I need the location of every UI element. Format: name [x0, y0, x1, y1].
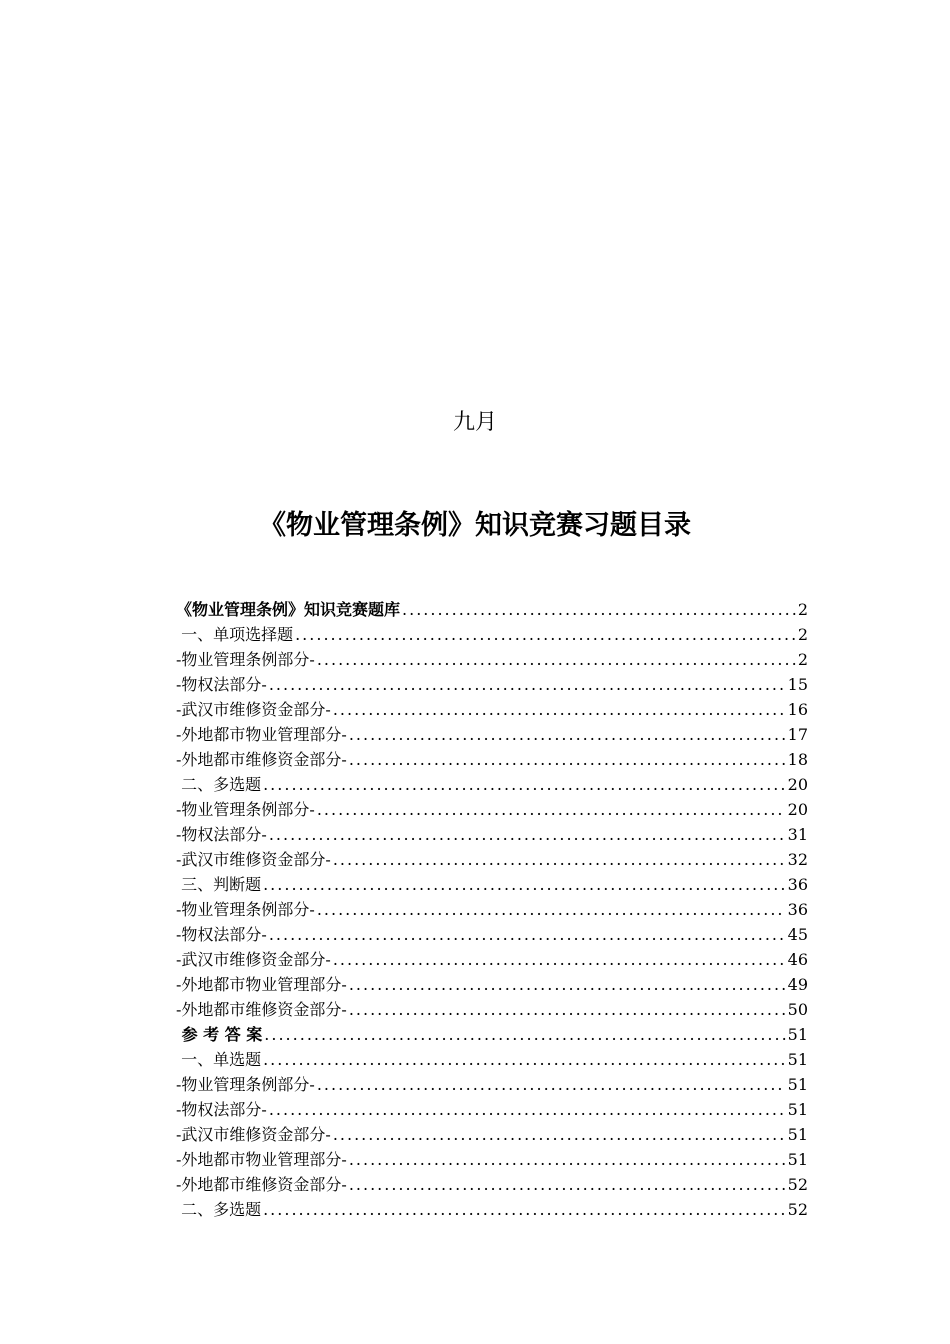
toc-dot-leader	[349, 997, 786, 1022]
toc-entry-label: -外地都市物业管理部分-	[176, 725, 347, 744]
toc-entry-page-number: 51	[787, 1125, 808, 1144]
toc-dot-leader	[317, 1072, 786, 1097]
page-title: 《物业管理条例》知识竞赛习题目录	[259, 510, 691, 541]
toc-dot-leader	[264, 1022, 785, 1047]
toc-dot-leader	[269, 922, 786, 947]
toc-entry[interactable]	[176, 822, 808, 847]
toc-entry[interactable]	[176, 922, 808, 947]
toc-dot-leader	[333, 847, 786, 872]
toc-dot-leader	[269, 672, 786, 697]
toc-entry-page-number: 15	[787, 675, 808, 694]
toc-entry[interactable]	[176, 1072, 808, 1097]
toc-entry-label: 三、判断题	[176, 875, 262, 894]
toc-entry-label: 一、单选题	[176, 1050, 262, 1069]
toc-entry-label: 一、单项选择题	[176, 625, 294, 644]
toc-dot-leader	[349, 972, 786, 997]
toc-entry-label: 参 考 答 案	[176, 1025, 263, 1044]
toc-dot-leader	[269, 822, 786, 847]
toc-entry-label: -物权法部分-	[176, 925, 267, 944]
toc-entry[interactable]	[176, 972, 808, 997]
toc-entry-page-number: 45	[787, 925, 808, 944]
toc-entry-page-number: 2	[797, 650, 808, 669]
toc-dot-leader	[349, 1147, 786, 1172]
toc-entry-label: -外地都市维修资金部分-	[176, 750, 347, 769]
toc-dot-leader	[269, 1097, 786, 1122]
toc-entry-page-number: 17	[787, 725, 808, 744]
toc-entry-label: -武汉市维修资金部分-	[176, 1125, 331, 1144]
toc-entry-label: -物业管理条例部分-	[176, 1075, 315, 1094]
toc-entry-page-number: 51	[787, 1050, 808, 1069]
toc-entry-page-number: 2	[797, 625, 808, 644]
toc-entry-label: 二、多选题	[176, 775, 262, 794]
toc-dot-leader	[295, 622, 796, 647]
toc-entry[interactable]	[176, 1097, 808, 1122]
toc-dot-leader	[349, 722, 786, 747]
toc-entry-page-number: 46	[787, 950, 808, 969]
toc-entry-label: -物权法部分-	[176, 675, 267, 694]
toc-entry-page-number: 51	[787, 1075, 808, 1094]
toc-dot-leader	[263, 872, 786, 897]
toc-entry[interactable]	[176, 597, 808, 622]
toc-entry-page-number: 50	[787, 1000, 808, 1019]
toc-entry[interactable]	[176, 872, 808, 897]
toc-dot-leader	[349, 1172, 786, 1197]
toc-dot-leader	[333, 697, 786, 722]
toc-entry-label: -外地都市物业管理部分-	[176, 975, 347, 994]
toc-entry-page-number: 51	[787, 1100, 808, 1119]
toc-entry-page-number: 52	[787, 1200, 808, 1219]
toc-entry-page-number: 2	[797, 600, 808, 619]
toc-entry-label: 《物业管理条例》知识竞赛题库	[176, 600, 401, 619]
toc-entry-label: -武汉市维修资金部分-	[176, 950, 331, 969]
toc-entry-page-number: 31	[787, 825, 808, 844]
toc-entry[interactable]	[176, 647, 808, 672]
toc-entry[interactable]	[176, 947, 808, 972]
toc-dot-leader	[263, 1047, 786, 1072]
toc-entry[interactable]	[176, 1022, 808, 1047]
toc-entry-label: -武汉市维修资金部分-	[176, 700, 331, 719]
toc-entry[interactable]	[176, 1122, 808, 1147]
toc-entry-page-number: 36	[787, 900, 808, 919]
toc-entry-page-number: 20	[787, 800, 808, 819]
toc-entry[interactable]	[176, 1047, 808, 1072]
toc-entry-page-number: 52	[787, 1175, 808, 1194]
toc-entry[interactable]	[176, 672, 808, 697]
toc-dot-leader	[402, 597, 796, 622]
toc-entry-page-number: 18	[787, 750, 808, 769]
toc-entry[interactable]	[176, 697, 808, 722]
toc-entry[interactable]	[176, 772, 808, 797]
toc-entry-page-number: 51	[787, 1150, 808, 1169]
toc-entry-page-number: 32	[787, 850, 808, 869]
toc-entry[interactable]	[176, 1147, 808, 1172]
toc-entry[interactable]	[176, 622, 808, 647]
toc-entry-label: -物业管理条例部分-	[176, 650, 315, 669]
toc-entry[interactable]	[176, 1172, 808, 1197]
toc-entry[interactable]	[176, 1197, 808, 1222]
month-heading: 九月	[452, 410, 497, 435]
toc-entry-page-number: 36	[787, 875, 808, 894]
toc-entry-label: -外地都市维修资金部分-	[176, 1175, 347, 1194]
toc-entry-label: -物权法部分-	[176, 825, 267, 844]
toc-dot-leader	[317, 897, 786, 922]
toc-dot-leader	[349, 747, 786, 772]
toc-entry[interactable]	[176, 722, 808, 747]
toc-dot-leader	[317, 797, 786, 822]
toc-entry-label: -武汉市维修资金部分-	[176, 850, 331, 869]
toc-entry[interactable]	[176, 897, 808, 922]
toc-dot-leader	[263, 772, 786, 797]
toc-entry[interactable]	[176, 797, 808, 822]
toc-dot-leader	[263, 1197, 786, 1222]
toc-dot-leader	[317, 647, 796, 672]
toc-entry-label: -物业管理条例部分-	[176, 900, 315, 919]
toc-entry[interactable]	[176, 847, 808, 872]
toc-entry-page-number: 51	[787, 1025, 808, 1044]
toc-entry-label: -物业管理条例部分-	[176, 800, 315, 819]
toc-entry[interactable]	[176, 997, 808, 1022]
toc-entry-page-number: 20	[787, 775, 808, 794]
toc-dot-leader	[333, 1122, 786, 1147]
toc-entry-label: 二、多选题	[176, 1200, 262, 1219]
toc-entry-label: -外地都市物业管理部分-	[176, 1150, 347, 1169]
table-of-contents	[176, 597, 808, 1222]
toc-entry-label: -外地都市维修资金部分-	[176, 1000, 347, 1019]
toc-entry-label: -物权法部分-	[176, 1100, 267, 1119]
toc-entry-page-number: 49	[787, 975, 808, 994]
toc-dot-leader	[333, 947, 786, 972]
toc-entry[interactable]	[176, 747, 808, 772]
toc-entry-page-number: 16	[787, 700, 808, 719]
